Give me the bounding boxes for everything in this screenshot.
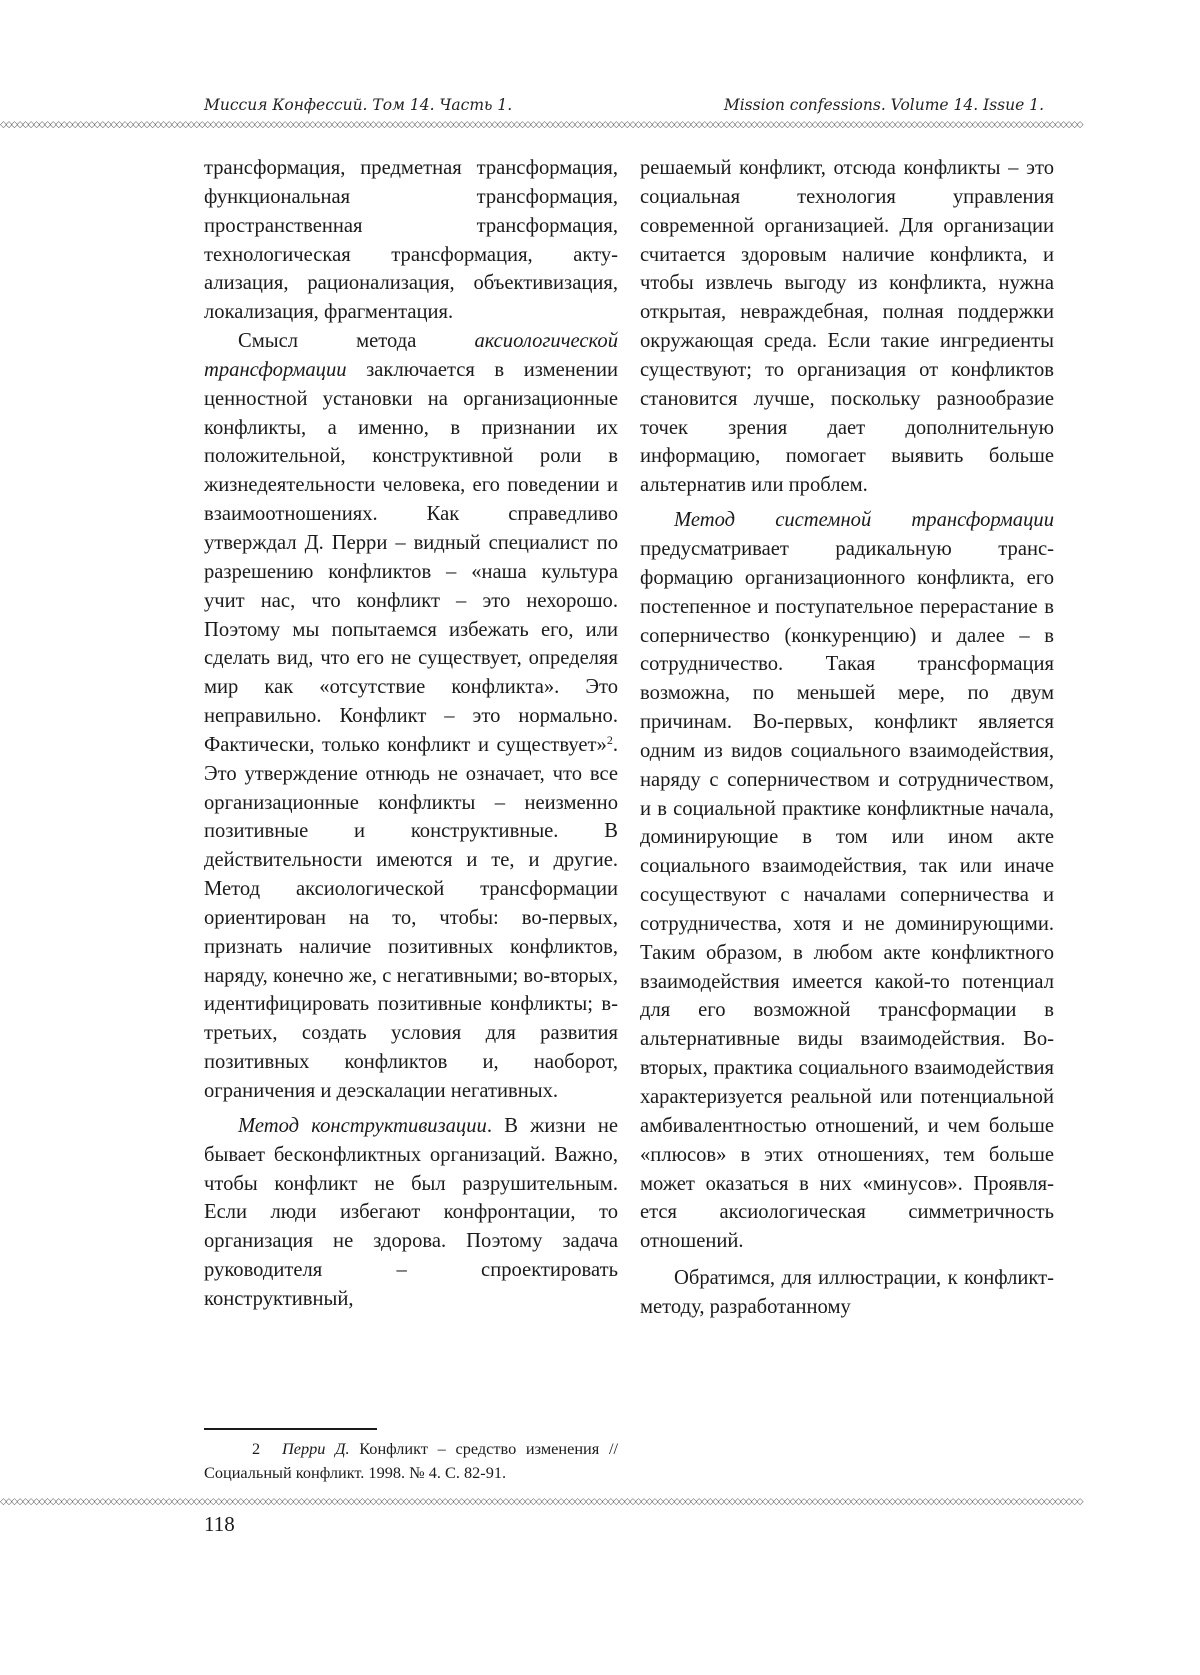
left-p2-lead: Смысл метода [238,330,475,353]
right-paragraph-3: Обратимся, для иллюстрации, к конфликт-методу, разработанному [640,1267,1054,1318]
footer-ornament-divider: ◇◇◇◇◇◇◇◇◇◇◇◇◇◇◇◇◇◇◇◇◇◇◇◇◇◇◇◇◇◇◇◇◇◇◇◇◇◇◇◇◇◇◇◇◇◇◇◇◇◇◇◇◇◇◇◇◇◇◇◇◇◇◇◇◇◇◇◇◇◇◇◇◇◇◇◇◇◇◇◇◇◇◇◇◇◇◇◇◇◇◇◇◇◇◇◇◇◇◇◇◇◇◇◇◇◇◇◇◇◇◇◇◇◇◇◇◇◇◇◇◇◇◇◇◇◇◇◇◇◇◇◇◇◇◇◇◇◇◇◇◇◇◇◇◇◇◇◇◇◇◇◇◇◇◇◇◇◇◇◇◇◇◇◇◇◇◇◇◇◇◇◇◇◇◇◇◇◇◇◇◇◇◇◇◇◇◇◇◇◇◇◇◇◇◇◇ [0,1497,1083,1507]
left-column [204,154,618,1314]
left-paragraph-3 [204,1112,618,1314]
footnote-number: 2 [252,1439,261,1458]
footnote [204,1437,618,1485]
right-paragraph-1: решаемый конфликт, отсюда конфликты – это социальная технология управления современной организацией. Для организации считается здоровым наличие конфликта, и чтобы извлечь выгоду из конфликта, нужна открытая, невраждебная, полная поддержки окружающая среда. Если такие ингредиенты существуют; то организация от конфликтов становится лучше, поскольку разнообразие точек зрения дает дополнительную информацию, помогает выявить больше альтернатив или проблем. [640,157,1054,497]
left-paragraph-2 [204,327,618,1106]
right-p2-body: предусматривает радикальную трансформацию организационного конфликта, его постепенное и поступательное перерастание в соперничество (конкуренцию) и далее – в сотрудничество. Такая трансформация возможна, по меньшей мере, по двум причинам. Во-первых, конфликт является одним из видов социального взаимодействия, наряду с соперничеством и сотрудничеством, и в социальной практике конфликтные начала, доминирующие в том или ином акте социального взаимодействия, так или иначе сосуществуют с началами соперничества и сотрудничества, хотя и не доминирующими. Таким образом, в любом акте конфликтного взаимодействия имеется какой-то потенциал для его возможной трансформации в альтернативные виды взаимодействия. Во-вторых, практика социального взаимодействия характеризуется реальной или потенциальной амбивалентностью отношений, и чем больше «плюсов» в этих отношениях, тем больше может оказаться в них «минусов». Проявляется аксиологическая симметричность отношений. [640,537,1054,1253]
footnote-author: Перри Д. [282,1439,350,1458]
left-paragraph-1: трансформация, предметная трансформация, функциональная трансформация, пространственная трансформация, технологическая трансформация, актуализация, рационализация, объективизация, локализация, фрагментация. [204,157,618,324]
left-p2-term: аксиологической трансформации [204,330,618,381]
running-header [204,96,1044,114]
left-p2-body: заключается в изменении ценностной установки на организационные конфликты, а именно, в признании их положительной, конструктивной роли в жизнедеятельности человека, его поведении и взаимоотношениях. Как справедливо утверждал Д. Перри – видный специалист по разрешению конфликтов – «наша культура учит нас, что конфликт – это нехорошо. Поэтому мы попытаемся избежать его, или сделать вид, что его не существует, определяя мир как «отсутствие конфликта». Это неправильно. Конфликт – это нормально. Фактически, только конфликт и существует» [204,358,618,756]
footnote-rule [204,1428,377,1430]
page-number: 118 [204,1512,235,1536]
right-column [640,154,1054,1322]
footnote-ref: 2 [606,732,613,747]
left-p2-tail: . Это утверждение отнюдь не означает, что все организационные конфликты – неизменно позитивные и конструктивные. В действительности имеются и те, и другие. Метод аксиологической трансформации ориентирован на то, чтобы: во-первых, признать наличие позитивных конфликтов, наряду, конечно же, с негативными; во-вторых, идентифицировать позитивные конфликты; в-третьих, создать условия для развития позитивных конфликтов и, наоборот, ограничения и деэскалации негативных. [204,733,618,1102]
right-p2-term: Метод системной трансформации [674,509,1054,532]
header-journal-en: Mission confessions. Volume 14. Issue 1. [723,96,1044,114]
header-ornament-divider: ◇◇◇◇◇◇◇◇◇◇◇◇◇◇◇◇◇◇◇◇◇◇◇◇◇◇◇◇◇◇◇◇◇◇◇◇◇◇◇◇◇◇◇◇◇◇◇◇◇◇◇◇◇◇◇◇◇◇◇◇◇◇◇◇◇◇◇◇◇◇◇◇◇◇◇◇◇◇◇◇◇◇◇◇◇◇◇◇◇◇◇◇◇◇◇◇◇◇◇◇◇◇◇◇◇◇◇◇◇◇◇◇◇◇◇◇◇◇◇◇◇◇◇◇◇◇◇◇◇◇◇◇◇◇◇◇◇◇◇◇◇◇◇◇◇◇◇◇◇◇◇◇◇◇◇◇◇◇◇◇◇◇◇◇◇◇◇◇◇◇◇◇◇◇◇◇◇◇◇◇◇◇◇◇◇◇◇◇◇◇◇◇◇◇◇◇ [0,120,1083,130]
right-paragraph-2 [640,506,1054,1256]
header-journal-ru: Миссия Конфессий. Том 14. Часть 1. [204,96,513,114]
footnote-text: Конфликт – средство изменения // Социальный конфликт. 1998. № 4. С. 82-91. [204,1439,618,1482]
left-p3-body: . В жизни не бывает бесконфликтных организаций. Важно, чтобы конфликт не был разрушительным. Если люди избегают конфронтации, то организация не здорова. Поэтому задача руководителя – спроектировать конструктивный, [204,1114,618,1310]
left-p3-term: Метод конструктивизации [238,1114,487,1137]
